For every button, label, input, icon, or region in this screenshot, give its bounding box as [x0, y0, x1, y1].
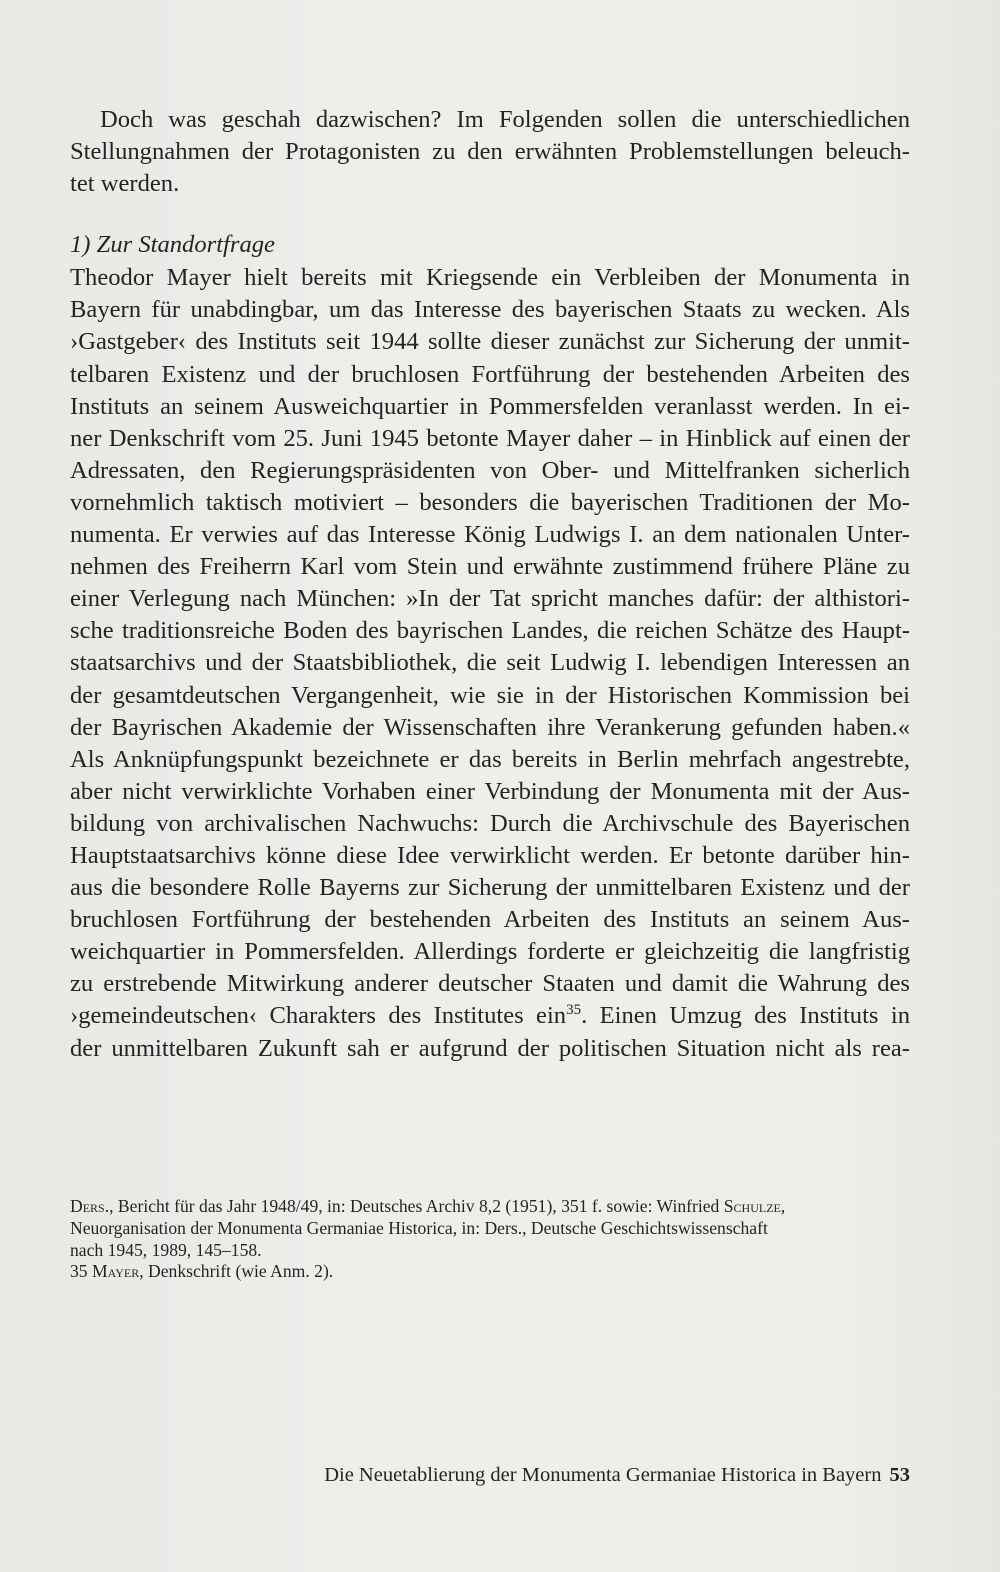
author-name: Mayer	[92, 1261, 140, 1282]
paragraph-line: nehmen des Freiherrn Karl vom Stein und erwähnte zustimmend frühere Pläne zu	[70, 553, 910, 581]
intro-line: Doch was geschah dazwischen? Im Folgenden sollen die unterschiedlichen	[100, 106, 910, 133]
footnote-continuation-line: Neuorganisation der Monumenta Germaniae Historica, in: Ders., Deutsche Geschichtswissenschaft	[70, 1217, 768, 1238]
footnote-text: ,	[780, 1196, 786, 1216]
running-title: Die Neuetablierung der Monumenta Germaniae Historica in Bayern	[324, 1464, 882, 1486]
footnote-text: , Bericht für das Jahr 1948/49, in: Deutsches Archiv 8,2 (1951), 351 f. sowie: Winfried	[109, 1196, 724, 1216]
spacer	[70, 200, 910, 228]
paragraph-line: Hauptstaatsarchivs könne diese Idee verwirklicht werden. Er betonte darüber hin-	[70, 841, 910, 869]
paragraph-line: Als Anknüpfungspunkt bezeichnete er das bereits in Berlin mehrfach angestrebte,	[70, 745, 910, 773]
footnote-continuation-line	[70, 1196, 910, 1218]
footnote-35	[70, 1261, 910, 1283]
intro-line: tet werden.	[70, 170, 180, 198]
paragraph-line: sche traditionsreiche Boden des bayrischen Landes, die reichen Schätze des Haupt-	[70, 617, 910, 645]
paragraph-line: Theodor Mayer hielt bereits mit Kriegsende ein Verbleiben der Monumenta in	[70, 264, 910, 292]
paragraph-line: Adressaten, den Regierungspräsidenten von Ober- und Mittelfranken sicherlich	[70, 456, 910, 484]
paragraph-line: bruchlosen Fortführung der bestehenden Arbeiten des Instituts an seinem Aus-	[70, 906, 910, 934]
paragraph-line: zu erstrebende Mitwirkung anderer deutscher Staaten und damit die Wahrung des	[70, 970, 910, 998]
footnote-number: 35	[70, 1261, 88, 1282]
paragraph-line: der unmittelbaren Zukunft sah er aufgrund der politischen Situation nicht als rea-	[70, 1034, 910, 1062]
author-name: Schulze	[723, 1196, 781, 1216]
running-footer	[324, 1464, 910, 1487]
footnotes	[70, 1196, 910, 1283]
paragraph-line: vornehmlich taktisch motiviert – besonders die bayerischen Traditionen der Mo-	[70, 488, 910, 516]
paragraph-line-with-footnote-ref	[70, 1000, 910, 1032]
footnote-text: , Denkschrift (wie Anm. 2).	[139, 1261, 334, 1282]
paragraph-line: staatsarchivs und der Staatsbibliothek, die seit Ludwig I. lebendigen Interessen an	[70, 649, 910, 677]
paragraph-line: ner Denkschrift vom 25. Juni 1945 betonte Mayer daher – in Hinblick auf einen der	[70, 424, 910, 452]
paragraph-line: weichquartier in Pommersfelden. Allerdings forderte er gleichzeitig die langfristig	[70, 938, 910, 966]
footnote-reference[interactable]: 35	[566, 1002, 582, 1019]
paragraph-line: der gesamtdeutschen Vergangenheit, wie sie in der Historischen Kommission bei	[70, 681, 910, 709]
section-heading: 1) Zur Standortfrage	[70, 231, 275, 259]
paragraph-line: aber nicht verwirklichte Vorhaben einer Verbindung der Monumenta mit der Aus-	[70, 777, 910, 805]
paragraph-line: der Bayrischen Akademie der Wissenschaften ihre Verankerung gefunden haben.«	[70, 713, 910, 741]
paragraph-line: einer Verlegung nach München: »In der Tat spricht manches dafür: der althistori-	[70, 585, 910, 613]
paragraph-line: Instituts an seinem Ausweichquartier in Pommersfelden veranlasst werden. In ei-	[70, 392, 910, 420]
page-number: 53	[889, 1464, 910, 1486]
paragraph-line: aus die besondere Rolle Bayerns zur Sicherung der unmittelbaren Existenz und der	[70, 874, 910, 902]
text-segment: . Einen Umzug des Instituts in	[581, 1002, 910, 1030]
footnote-continuation-line: nach 1945, 1989, 145–158.	[70, 1239, 262, 1260]
text-segment: ›gemeindeutschen‹ Charakters des Institutes ein	[70, 1002, 567, 1030]
paragraph-line: Bayern für unabdingbar, um das Interesse des bayerischen Staats zu wecken. Als	[70, 296, 910, 324]
intro-line: Stellungnahmen der Protagonisten zu den erwähnten Problemstellungen beleuch-	[70, 138, 910, 166]
main-text	[70, 104, 910, 1065]
paragraph-line: ›Gastgeber‹ des Instituts seit 1944 sollte dieser zunächst zur Sicherung der unmit-	[70, 328, 910, 356]
paragraph-line: telbaren Existenz und der bruchlosen Fortführung der bestehenden Arbeiten des	[70, 360, 910, 388]
author-name: Ders.	[70, 1196, 110, 1216]
paragraph-line: numenta. Er verwies auf das Interesse König Ludwigs I. an dem nationalen Unter-	[70, 521, 910, 549]
paragraph-line: bildung von archivalischen Nachwuchs: Durch die Archivschule des Bayerischen	[70, 809, 910, 837]
